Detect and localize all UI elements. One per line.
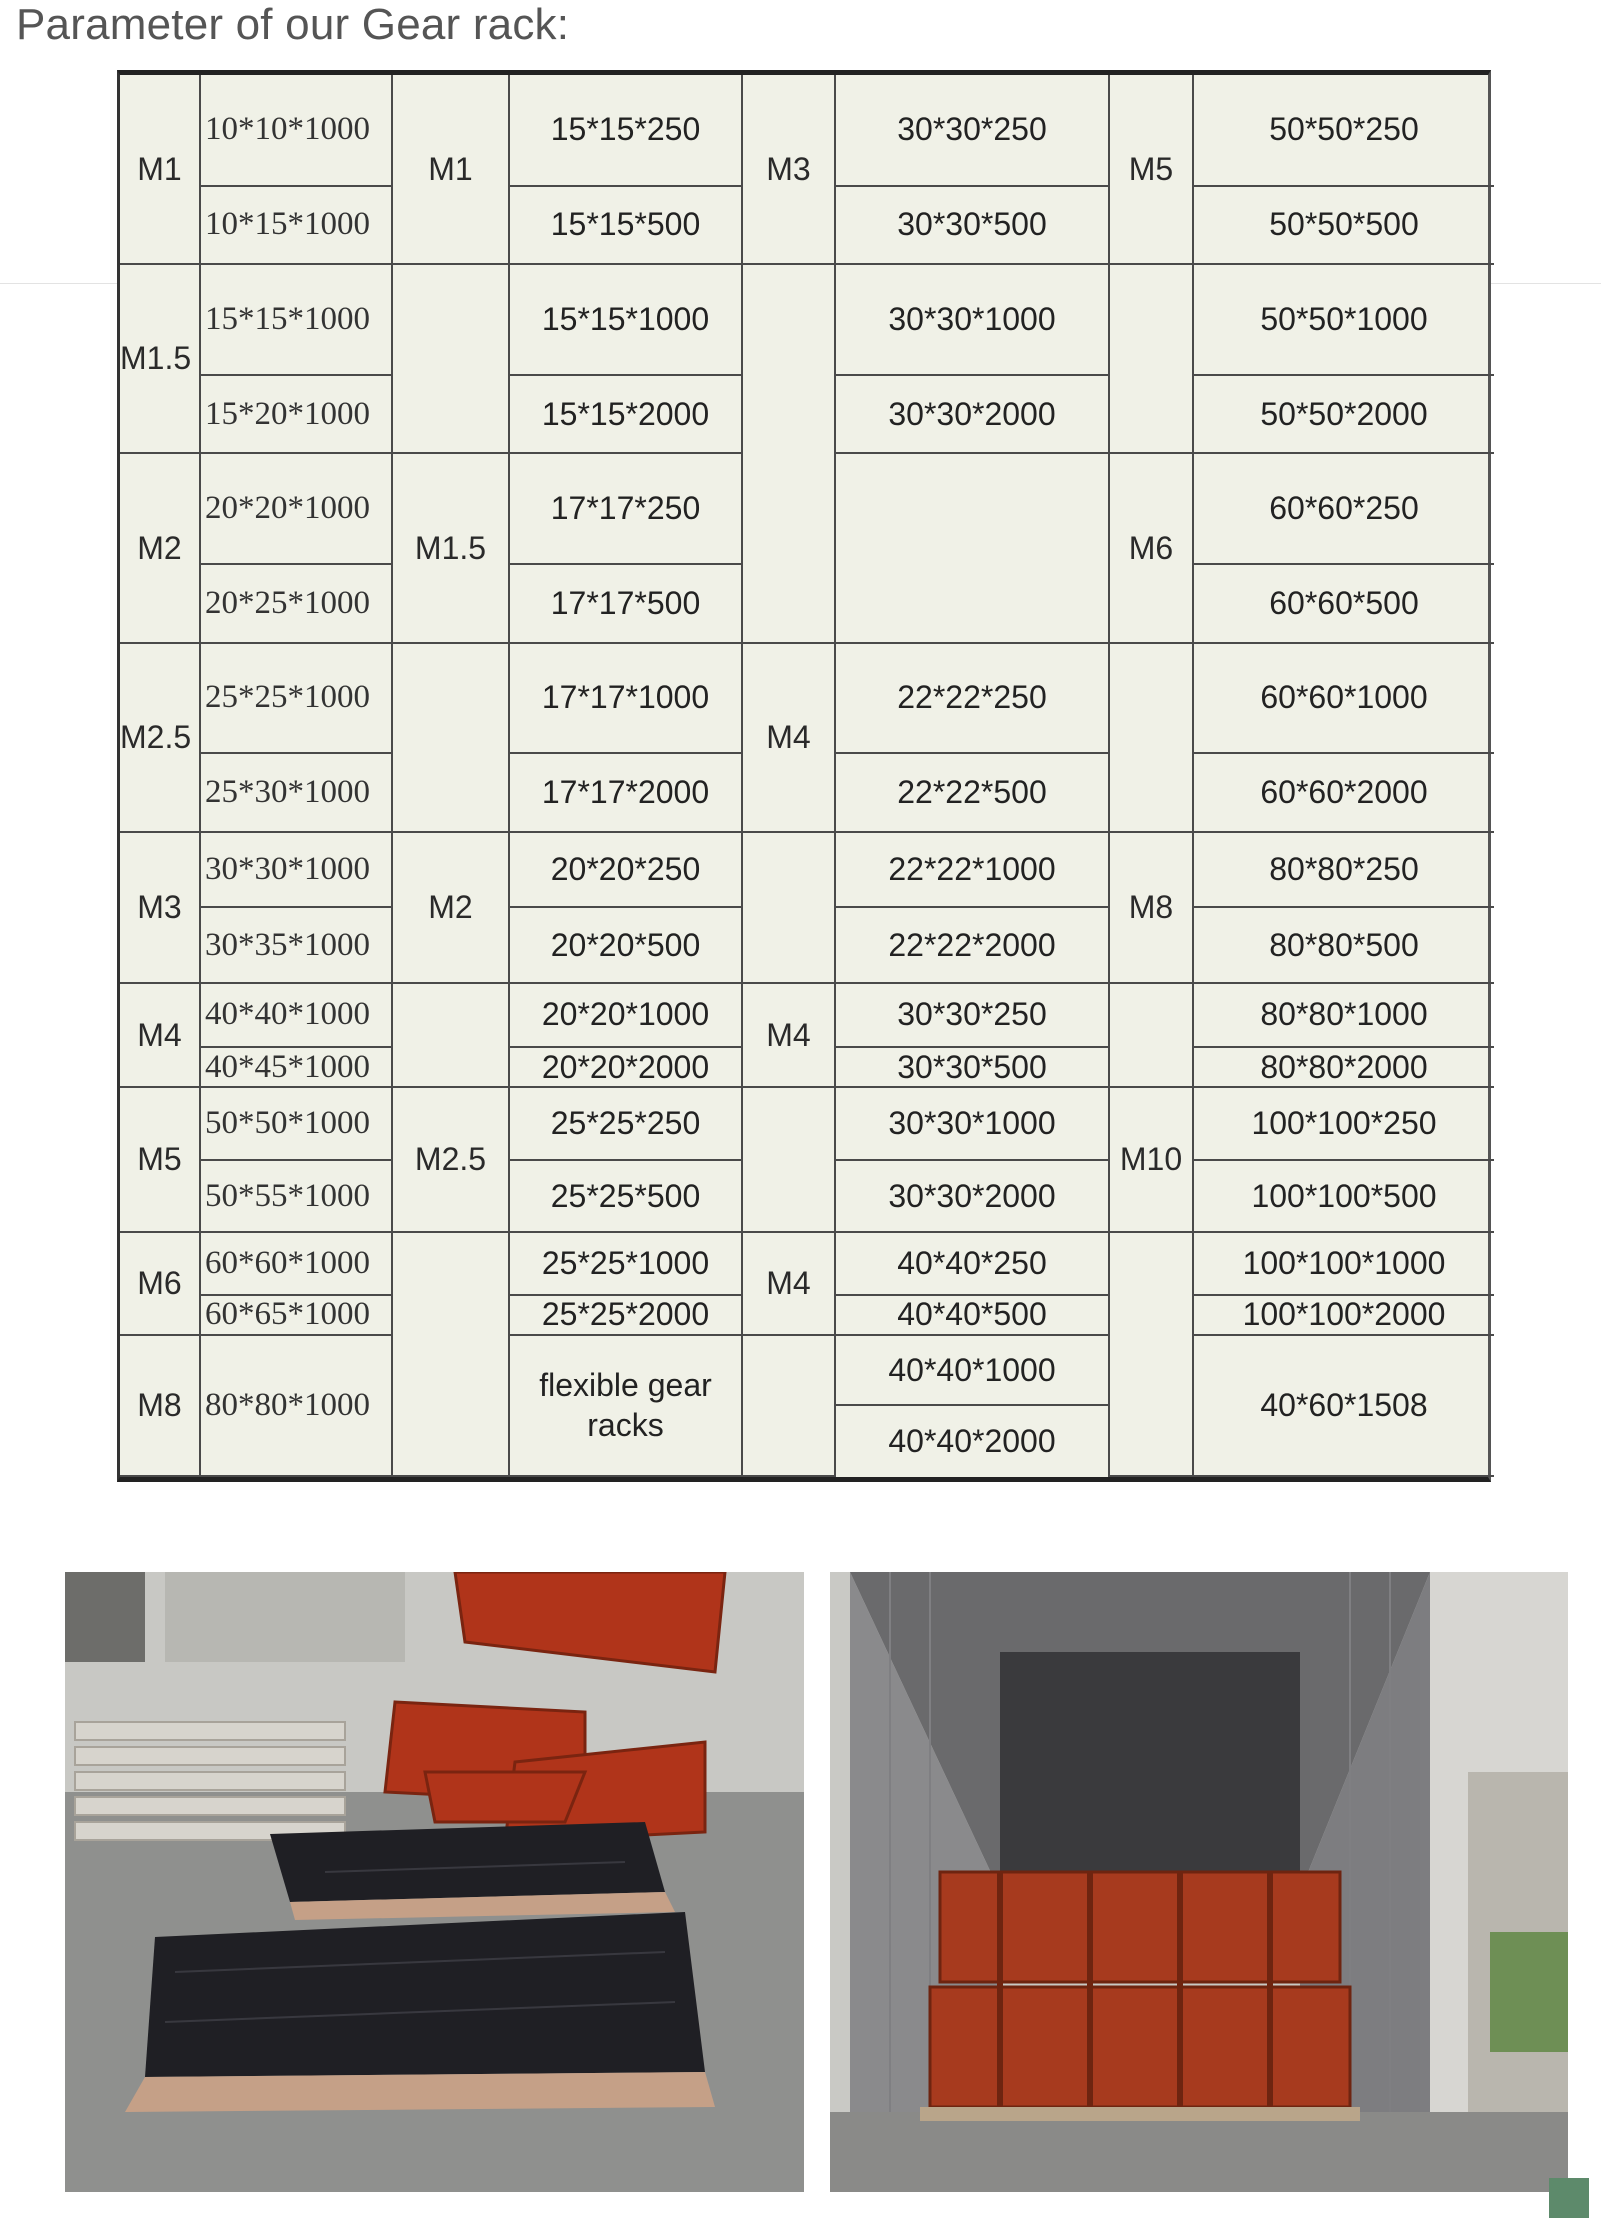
table-cell: 100*100*500 — [1193, 1160, 1494, 1232]
table-cell: 25*25*1000 — [509, 1232, 742, 1294]
module-cell: M1.5 — [392, 453, 509, 642]
table-cell: 17*17*500 — [509, 564, 742, 643]
table-cell: 60*60*1000 — [1193, 643, 1494, 754]
table-cell: 25*30*1000 — [200, 753, 392, 832]
module-cell: M2 — [120, 453, 200, 642]
table-cell: 25*25*250 — [509, 1087, 742, 1159]
module-cell: M5 — [120, 1087, 200, 1232]
table-cell — [392, 643, 509, 832]
table-cell: 10*15*1000 — [200, 186, 392, 265]
table-cell: 30*30*2000 — [835, 1160, 1109, 1232]
table-cell — [392, 264, 509, 453]
table-cell: 17*17*1000 — [509, 643, 742, 754]
table-row — [120, 264, 1494, 375]
table-row — [120, 832, 1494, 907]
module-cell: M1.5 — [120, 264, 200, 453]
table-cell: 25*25*500 — [509, 1160, 742, 1232]
table-cell — [1109, 643, 1193, 832]
table-cell: 40*45*1000 — [200, 1047, 392, 1087]
table-cell: 60*60*250 — [1193, 453, 1494, 564]
parameter-table — [120, 75, 1494, 1477]
gear-rack-parameter-table — [117, 70, 1491, 1482]
table-cell: 60*60*2000 — [1193, 753, 1494, 832]
module-cell: M4 — [742, 983, 835, 1088]
table-cell: 20*20*250 — [509, 832, 742, 907]
table-cell — [742, 1335, 835, 1476]
table-cell: 30*30*500 — [835, 186, 1109, 265]
table-cell — [835, 453, 1109, 642]
table-cell — [742, 1087, 835, 1232]
table-cell: 60*65*1000 — [200, 1295, 392, 1335]
table-cell: 30*30*1000 — [835, 264, 1109, 375]
table-cell: 30*30*500 — [835, 1047, 1109, 1087]
table-cell: 20*20*2000 — [509, 1047, 742, 1087]
table-cell: 30*30*250 — [835, 75, 1109, 186]
table-cell: 30*30*1000 — [835, 1087, 1109, 1159]
module-cell: M2.5 — [392, 1087, 509, 1232]
table-cell: 30*30*2000 — [835, 375, 1109, 454]
table-row — [120, 983, 1494, 1047]
table-cell: 80*80*1000 — [1193, 983, 1494, 1047]
table-cell: 60*60*1000 — [200, 1232, 392, 1294]
table-cell: 15*15*1000 — [509, 264, 742, 375]
module-cell: M3 — [742, 75, 835, 264]
corner-accent — [1549, 2178, 1589, 2218]
table-cell: 17*17*250 — [509, 453, 742, 564]
table-cell: 40*40*250 — [835, 1232, 1109, 1294]
module-cell: M4 — [742, 1232, 835, 1335]
page-title: Parameter of our Gear rack: — [16, 0, 570, 49]
table-cell: 80*80*1000 — [200, 1335, 392, 1476]
table-cell — [742, 264, 835, 642]
table-cell: 100*100*2000 — [1193, 1295, 1494, 1335]
table-cell: 100*100*1000 — [1193, 1232, 1494, 1294]
table-cell: 50*55*1000 — [200, 1160, 392, 1232]
table-cell — [392, 983, 509, 1088]
table-cell: 15*20*1000 — [200, 375, 392, 454]
table-cell: 25*25*1000 — [200, 643, 392, 754]
table-cell: 22*22*500 — [835, 753, 1109, 832]
module-cell: M1 — [120, 75, 200, 264]
table-cell: 40*60*1508 — [1193, 1335, 1494, 1476]
table-cell: 20*20*500 — [509, 907, 742, 982]
table-cell: 80*80*2000 — [1193, 1047, 1494, 1087]
table-cell: 22*22*250 — [835, 643, 1109, 754]
module-cell: M3 — [120, 832, 200, 983]
table-cell: 20*25*1000 — [200, 564, 392, 643]
table-cell: flexible gear racks — [509, 1335, 742, 1476]
module-cell: M6 — [1109, 453, 1193, 642]
table-cell: 80*80*500 — [1193, 907, 1494, 982]
table-cell — [1109, 983, 1193, 1088]
module-cell: M8 — [1109, 832, 1193, 983]
table-cell: 22*22*1000 — [835, 832, 1109, 907]
module-cell: M8 — [120, 1335, 200, 1476]
table-cell: 50*50*500 — [1193, 186, 1494, 265]
module-cell: M2 — [392, 832, 509, 983]
table-cell — [392, 1232, 509, 1476]
table-cell: 15*15*1000 — [200, 264, 392, 375]
module-cell: M5 — [1109, 75, 1193, 264]
table-row — [120, 1087, 1494, 1159]
table-cell: 20*20*1000 — [200, 453, 392, 564]
table-cell: 40*40*1000 — [200, 983, 392, 1047]
table-cell: 50*50*1000 — [200, 1087, 392, 1159]
table-cell: 10*10*1000 — [200, 75, 392, 186]
module-cell: M2.5 — [120, 643, 200, 832]
table-cell: 50*50*1000 — [1193, 264, 1494, 375]
module-cell: M1 — [392, 75, 509, 264]
table-cell — [1109, 264, 1193, 453]
table-cell: 50*50*2000 — [1193, 375, 1494, 454]
table-cell: 40*40*2000 — [835, 1405, 1109, 1476]
table-cell: 30*30*1000 — [200, 832, 392, 907]
table-cell: 15*15*2000 — [509, 375, 742, 454]
module-cell: M6 — [120, 1232, 200, 1335]
table-row — [120, 75, 1494, 186]
table-row — [120, 643, 1494, 754]
table-cell: 80*80*250 — [1193, 832, 1494, 907]
table-cell: 50*50*250 — [1193, 75, 1494, 186]
table-cell: 17*17*2000 — [509, 753, 742, 832]
container-loading-photo — [830, 1572, 1568, 2192]
table-cell: 60*60*500 — [1193, 564, 1494, 643]
table-cell: 30*35*1000 — [200, 907, 392, 982]
table-cell: 40*40*1000 — [835, 1335, 1109, 1405]
table-row — [120, 1232, 1494, 1294]
table-cell: 22*22*2000 — [835, 907, 1109, 982]
table-cell: 40*40*500 — [835, 1295, 1109, 1335]
table-cell: 25*25*2000 — [509, 1295, 742, 1335]
table-cell: 15*15*500 — [509, 186, 742, 265]
table-cell: 20*20*1000 — [509, 983, 742, 1047]
table-cell: 30*30*250 — [835, 983, 1109, 1047]
module-cell: M10 — [1109, 1087, 1193, 1232]
table-cell — [1109, 1232, 1193, 1476]
packed-racks-photo — [65, 1572, 804, 2192]
module-cell: M4 — [742, 643, 835, 832]
table-row — [120, 1335, 1494, 1405]
table-cell: 15*15*250 — [509, 75, 742, 186]
table-cell: 100*100*250 — [1193, 1087, 1494, 1159]
module-cell: M4 — [120, 983, 200, 1088]
table-cell — [742, 832, 835, 983]
